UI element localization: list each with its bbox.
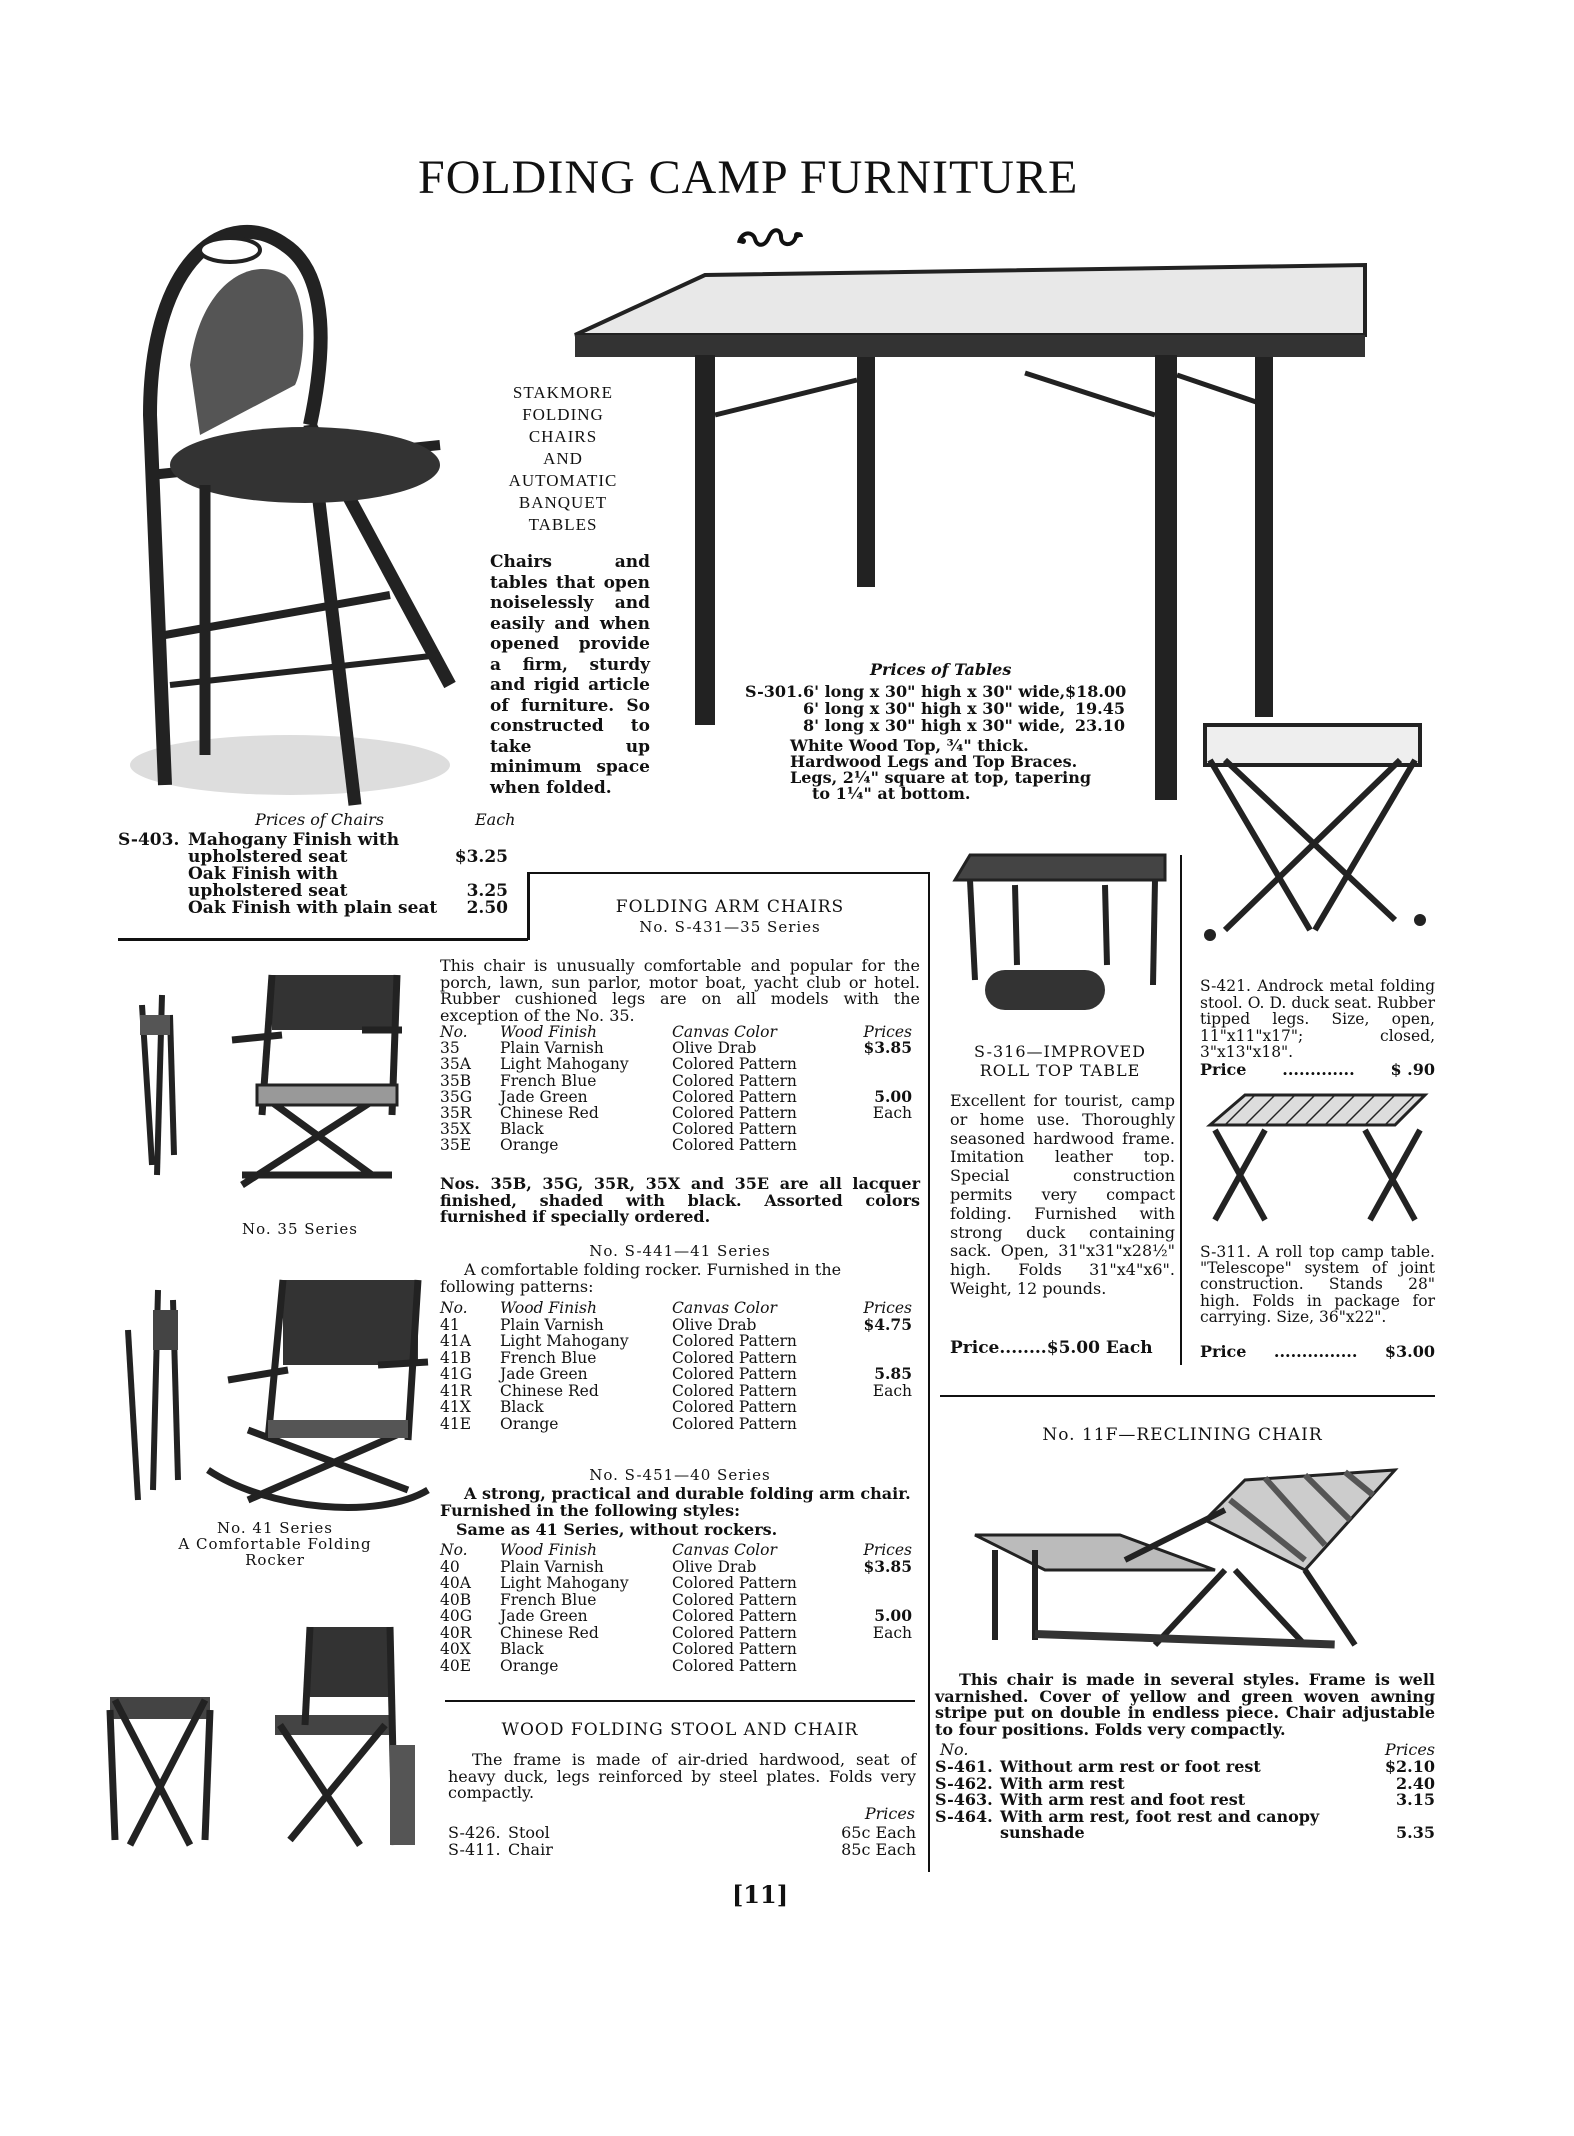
stool-chair-row — [448, 1824, 918, 1841]
roll-top-heading — [945, 1042, 1175, 1080]
price-value: $3.00 — [1384, 1342, 1435, 1361]
table-note: Hardwood Legs and Top Braces. — [790, 752, 1078, 771]
item-no: 41 — [440, 1315, 460, 1334]
canvas-color: Colored Pattern — [672, 1104, 797, 1123]
item-no: 40R — [440, 1623, 472, 1642]
column-rule — [1180, 855, 1182, 1365]
price-label: Price — [1200, 1342, 1247, 1361]
wood-finish: Jade Green — [500, 1365, 588, 1383]
col-header: Prices — [863, 1023, 912, 1041]
canvas-color: Colored Pattern — [672, 1071, 797, 1090]
col-header: No. — [440, 1299, 468, 1317]
table-row — [440, 1608, 920, 1625]
item-price — [852, 1575, 912, 1592]
table-row — [440, 1399, 920, 1416]
item-price — [852, 1399, 912, 1416]
item-no: S-462. — [935, 1773, 993, 1793]
table-row — [440, 1073, 920, 1089]
canvas-color: Colored Pattern — [672, 1574, 797, 1592]
canvas-color: Olive Drab — [672, 1315, 757, 1334]
price-label: Price — [1200, 1060, 1247, 1079]
table-row — [440, 1056, 920, 1072]
table-header — [440, 1024, 920, 1040]
col-header: Canvas Color — [672, 1541, 777, 1559]
table-row — [440, 1556, 920, 1576]
col-header: Canvas Color — [672, 1299, 777, 1317]
no41-rocker-illustration — [118, 1270, 428, 1510]
tables-price-list — [745, 683, 1125, 734]
item-no: 35 — [440, 1039, 460, 1058]
item-no: 41R — [440, 1381, 472, 1400]
chair-number: S-403. — [118, 830, 180, 850]
heading-line: CHAIRS — [528, 427, 598, 446]
table-number: S-301. — [745, 682, 803, 701]
item-price — [852, 1416, 912, 1433]
s451-table — [440, 1542, 920, 1674]
table-row — [440, 1383, 920, 1400]
price-value: $ .90 — [1390, 1060, 1435, 1079]
wood-finish: Orange — [500, 1656, 559, 1675]
table-row — [440, 1314, 920, 1334]
wood-finish: Chinese Red — [500, 1381, 599, 1400]
item-price: 5.00 — [874, 1086, 912, 1106]
heading-line: FOLDING — [522, 405, 604, 424]
roll-top-body: Excellent for tourist, camp or home use. Thoroughly seasoned hardwood frame. Imitation leather top. Special construction permits very compact folding. Furnished with strong duck containing sack. Open, 31"x31"x28½" high. Folds 31"x4"x6". Weight, 12 pounds. — [950, 1091, 1175, 1298]
table-header — [440, 1542, 920, 1559]
heading-line: AND — [543, 449, 583, 468]
col-header: Wood Finish — [500, 1541, 597, 1559]
wood-finish: Light Mahogany — [500, 1574, 629, 1592]
table-row — [440, 1366, 920, 1383]
chair-price: 2.50 — [466, 898, 508, 918]
chair-price: $3.25 — [454, 847, 508, 867]
item-no: 41X — [440, 1398, 471, 1416]
item-no: S-463. — [935, 1790, 993, 1809]
chair-price-row — [118, 900, 518, 917]
canvas-color: Colored Pattern — [672, 1348, 797, 1367]
canvas-color: Colored Pattern — [672, 1640, 797, 1658]
tables-notes — [790, 738, 1091, 802]
caption-line: Rocker — [245, 1551, 305, 1569]
caption-line: A Comfortable Folding — [178, 1535, 372, 1553]
stool-chair-prices-label: Prices — [864, 1804, 915, 1823]
wood-finish: Light Mahogany — [500, 1332, 629, 1350]
item-no: 35X — [440, 1120, 471, 1139]
wood-finish: Jade Green — [500, 1607, 588, 1625]
table-row — [440, 1040, 920, 1056]
table-row — [440, 1416, 920, 1433]
androck-price-row: Price ............. $ .90 — [1200, 1060, 1435, 1079]
item-no: 35G — [440, 1087, 473, 1106]
table-row — [440, 1086, 920, 1106]
chairs-prices-heading: Prices of Chairs — [255, 810, 384, 829]
table-row — [440, 1137, 920, 1153]
stakmore-chair-illustration — [110, 215, 490, 815]
wood-finish: Plain Varnish — [500, 1039, 604, 1058]
table-note: White Wood Top, ¾" thick. — [790, 736, 1029, 755]
rocker-intro: A comfortable folding rocker. Furnished in the following patterns: — [440, 1260, 842, 1296]
item-price — [852, 1333, 912, 1350]
reclining-row — [935, 1806, 1435, 1842]
arm-chairs-table — [440, 1024, 920, 1154]
col-header: No. — [440, 1023, 468, 1041]
canvas-color: Colored Pattern — [672, 1381, 797, 1400]
canvas-color: Colored Pattern — [672, 1120, 797, 1139]
stakmore-description: Chairs and tables that open noiselessly and easily and when opened provide a firm, sturdy and rigid article of furniture. So constructed to take up minimum space when folded. — [490, 552, 650, 798]
rocker-subheading: No. S-441—41 Series — [589, 1242, 771, 1260]
item-no: 40X — [440, 1640, 471, 1658]
item-price: $3.85 — [863, 1038, 912, 1058]
arm-chairs-note: Nos. 35B, 35G, 35R, 35X and 35E are all lacquer finished, shaded with black. Assorted colors furnished if specially ordered. — [440, 1174, 920, 1226]
table-row — [440, 1641, 920, 1658]
col-header: Wood Finish — [500, 1023, 597, 1041]
item-price: 5.00 — [874, 1606, 912, 1625]
col-header: Prices — [863, 1299, 912, 1317]
chair-price-row — [118, 832, 518, 866]
item-desc: With arm rest and foot rest — [1000, 1790, 1246, 1809]
table-row — [440, 1121, 920, 1137]
arm-chairs-subheading: No. S-431—35 Series — [639, 918, 821, 936]
item-price — [852, 1121, 912, 1137]
item-price — [852, 1056, 912, 1072]
item-price: Each — [872, 1104, 912, 1123]
arm-chairs-intro: This chair is unusually comfortable and popular for the porch, lawn, sun parlor, motor boat, yacht club or hotel. Rubber cushioned legs are on all models with the exception of the No. 35. — [440, 956, 920, 1025]
item-no: 40B — [440, 1590, 472, 1609]
item-price: 65c Each — [841, 1823, 916, 1842]
rocker-table — [440, 1300, 920, 1432]
chair-price-row — [118, 866, 518, 900]
s451-intro: A strong, practical and durable folding arm chair. Furnished in the following styles: — [440, 1484, 911, 1520]
wood-finish: Black — [500, 1640, 544, 1658]
canvas-color: Colored Pattern — [672, 1590, 797, 1609]
roll-top-price-row: Price........$5.00 Each — [950, 1338, 1153, 1358]
reclining-intro: This chair is made in several styles. Frame is well varnished. Cover of yellow and green woven awning stripe put on double in endless piece. Chair adjustable to four positions. Folds very compactly. — [935, 1670, 1435, 1739]
wood-finish: Orange — [500, 1136, 559, 1155]
table-row — [440, 1105, 920, 1121]
item-price: Each — [872, 1623, 912, 1642]
item-price: 85c Each — [841, 1840, 916, 1859]
reclining-prices-label: Prices — [1384, 1740, 1435, 1759]
table-price: 23.10 — [1074, 716, 1125, 735]
table-row — [440, 1592, 920, 1609]
item-no: 41B — [440, 1348, 472, 1367]
heading-line: BANQUET — [518, 493, 608, 512]
wood-finish: French Blue — [500, 1590, 597, 1609]
chair-desc: Mahogany Finish with upholstered seat — [188, 830, 400, 867]
reclining-heading: No. 11F—RECLINING CHAIR — [1042, 1425, 1323, 1445]
s311-text: S-311. A roll top camp table. "Telescope" system of joint construction. Stands 28" high. Folds in package for carrying. Size, 36"x22". — [1200, 1243, 1435, 1326]
chair-desc: Oak Finish with plain seat — [188, 898, 438, 918]
canvas-color: Colored Pattern — [672, 1332, 797, 1350]
table-desc: 8' long x 30" high x 30" wide, — [803, 716, 1066, 735]
no35-chair-illustration — [132, 975, 422, 1205]
item-price: 5.85 — [874, 1364, 912, 1383]
item-price: 3.15 — [1396, 1790, 1435, 1809]
wood-finish: Orange — [500, 1414, 559, 1433]
item-desc: With arm rest — [1000, 1773, 1125, 1793]
chair-price: 3.25 — [466, 881, 508, 901]
table-header — [440, 1300, 920, 1317]
table-price: 19.45 — [1074, 699, 1125, 718]
wood-finish: French Blue — [500, 1071, 597, 1090]
item-price: 5.35 — [1396, 1822, 1435, 1842]
divider — [527, 872, 930, 874]
canvas-color: Colored Pattern — [672, 1623, 797, 1642]
wood-finish: Chinese Red — [500, 1623, 599, 1642]
canvas-color: Colored Pattern — [672, 1398, 797, 1416]
wood-finish: Black — [500, 1120, 544, 1139]
item-no: S-461. — [935, 1757, 993, 1776]
s311-table-illustration — [1205, 1090, 1430, 1225]
stool-chair-heading: WOOD FOLDING STOOL AND CHAIR — [501, 1720, 859, 1740]
wood-finish: Light Mahogany — [500, 1055, 629, 1074]
canvas-color: Colored Pattern — [672, 1607, 797, 1625]
table-row — [440, 1658, 920, 1675]
stool-and-chair-illustration — [110, 1615, 420, 1850]
item-no: S-426. — [448, 1823, 501, 1842]
item-price — [852, 1137, 912, 1153]
wood-finish: Chinese Red — [500, 1104, 599, 1123]
heading-line: ROLL TOP TABLE — [979, 1061, 1141, 1080]
tables-prices-heading: Prices of Tables — [870, 660, 1012, 679]
item-no: 40 — [440, 1557, 460, 1576]
canvas-color: Colored Pattern — [672, 1656, 797, 1675]
table-note: to 1¼" at bottom. — [812, 784, 971, 803]
item-no: 35R — [440, 1104, 472, 1123]
canvas-color: Colored Pattern — [672, 1136, 797, 1155]
canvas-color: Colored Pattern — [672, 1365, 797, 1383]
chairs-price-list — [118, 832, 518, 917]
column-rule — [928, 872, 930, 1872]
reclining-list — [935, 1759, 1435, 1842]
wood-finish: Jade Green — [500, 1087, 588, 1106]
reclining-chair-illustration — [975, 1460, 1425, 1660]
item-no: 40A — [440, 1574, 471, 1592]
caption-line: No. 41 Series — [217, 1519, 333, 1537]
page-number: [11] — [731, 1880, 789, 1909]
divider — [445, 1700, 915, 1702]
col-header: Wood Finish — [500, 1299, 597, 1317]
stool-chair-row — [448, 1841, 918, 1858]
s451-intro2: Same as 41 Series, without rockers. — [456, 1520, 778, 1539]
no41-caption — [150, 1520, 400, 1568]
canvas-color: Colored Pattern — [672, 1055, 797, 1074]
heading-line: S-316—IMPROVED — [974, 1042, 1146, 1061]
item-no: 41E — [440, 1414, 472, 1433]
reclining-no-label: No. — [940, 1740, 969, 1759]
androck-text: S-421. Androck metal folding stool. O. D. duck seat. Rubber tipped legs. Size, open, 11"x11"x17"; closed, 3"x13"x18". — [1200, 977, 1435, 1062]
item-no: 40G — [440, 1607, 473, 1625]
s451-subheading: No. S-451—40 Series — [589, 1466, 771, 1484]
table-desc: 6' long x 30" high x 30" wide, — [803, 699, 1066, 718]
heading-line: TABLES — [528, 515, 598, 534]
divider — [940, 1395, 1435, 1397]
ornament-icon — [735, 225, 805, 251]
item-no: 35A — [440, 1055, 471, 1074]
androck-stool-illustration — [1195, 720, 1430, 950]
table-price-row — [745, 717, 1125, 734]
item-price — [852, 1641, 912, 1658]
heading-line: AUTOMATIC — [508, 471, 618, 490]
table-row — [440, 1575, 920, 1592]
canvas-color: Olive Drab — [672, 1557, 757, 1576]
col-header: No. — [440, 1541, 468, 1559]
item-desc: Without arm rest or foot rest — [1000, 1757, 1261, 1776]
table-row — [440, 1625, 920, 1642]
wood-finish: Plain Varnish — [500, 1557, 604, 1576]
item-price: $2.10 — [1384, 1757, 1435, 1776]
item-price: $4.75 — [863, 1314, 912, 1334]
stool-chair-list — [448, 1824, 918, 1858]
col-header: Canvas Color — [672, 1023, 777, 1041]
chair-desc: Oak Finish with upholstered seat — [188, 864, 348, 901]
table-note: Legs, 2¼" square at top, tapering — [790, 768, 1092, 787]
item-price — [852, 1658, 912, 1675]
table-desc: 6' long x 30" high x 30" wide, — [803, 682, 1066, 701]
canvas-color: Colored Pattern — [672, 1087, 797, 1106]
table-row — [440, 1350, 920, 1367]
canvas-color: Olive Drab — [672, 1039, 757, 1058]
col-header: Prices — [863, 1541, 912, 1559]
price-value: $5.00 Each — [1046, 1338, 1153, 1358]
item-no: S-411. — [448, 1840, 501, 1859]
wood-finish: Plain Varnish — [500, 1315, 604, 1334]
no35-caption: No. 35 Series — [242, 1220, 358, 1238]
roll-top-table-illustration — [955, 855, 1170, 1025]
item-desc: With arm rest, foot rest and canopy sunshade — [1000, 1806, 1320, 1842]
item-price: $3.85 — [863, 1556, 912, 1576]
divider — [118, 938, 528, 941]
item-no: 35E — [440, 1136, 472, 1155]
item-desc: Stool — [508, 1823, 550, 1842]
table-price: $18.00 — [1065, 682, 1127, 701]
item-no: 41A — [440, 1332, 471, 1350]
item-no: 41G — [440, 1365, 473, 1383]
item-no: S-464. — [935, 1806, 993, 1826]
price-label: Price — [950, 1338, 1000, 1358]
page-title: FOLDING CAMP FURNITURE — [418, 151, 1079, 204]
item-desc: Chair — [508, 1840, 553, 1859]
chairs-each-label: Each — [475, 810, 516, 829]
arm-chairs-heading: FOLDING ARM CHAIRS — [615, 897, 845, 917]
table-price-row — [745, 700, 1125, 717]
item-price: 2.40 — [1396, 1773, 1435, 1793]
wood-finish: Black — [500, 1398, 544, 1416]
page-number-value: 11 — [743, 1880, 777, 1909]
item-no: 35B — [440, 1071, 472, 1090]
stool-chair-intro: The frame is made of air-dried hardwood, seat of heavy duck, legs reinforced by steel plates. Folds very compactly. — [448, 1750, 916, 1802]
table-price-row — [745, 683, 1125, 700]
item-no: 40E — [440, 1656, 472, 1675]
item-price: Each — [872, 1381, 912, 1400]
wood-finish: French Blue — [500, 1348, 597, 1367]
heading-line: STAKMORE — [512, 383, 614, 402]
s311-price-row: Price ............... $3.00 — [1200, 1342, 1435, 1361]
canvas-color: Colored Pattern — [672, 1414, 797, 1433]
table-row — [440, 1333, 920, 1350]
